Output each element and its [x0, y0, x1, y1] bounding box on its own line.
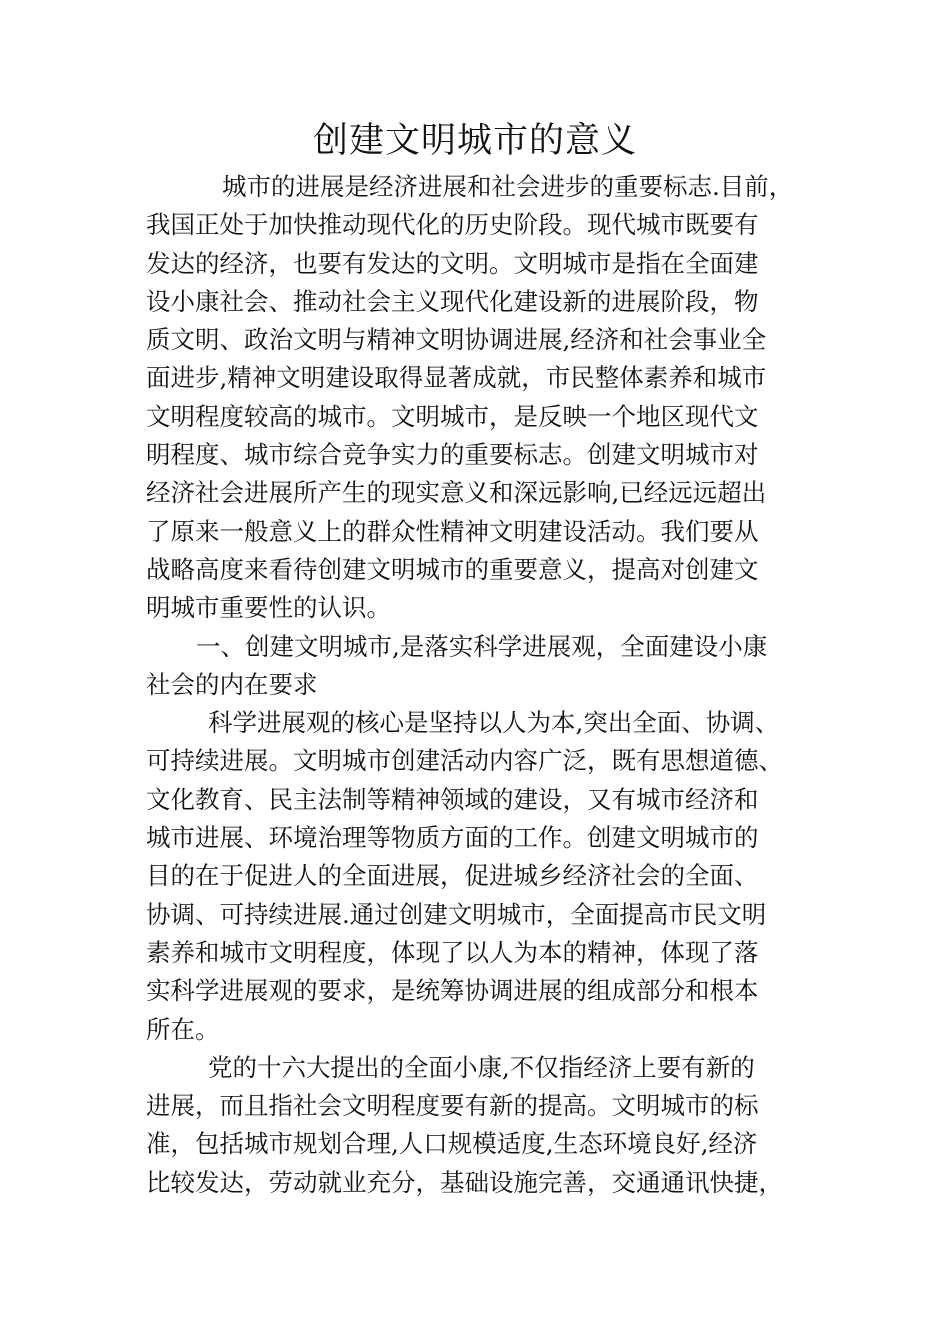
- text-line: 党的十六大提出的全面小康,不仅指经济上要有新的: [208, 1052, 755, 1082]
- text-line: 文明程度较高的城市。文明城市，是反映一个地区现代文: [146, 401, 759, 431]
- text-line: 我国正处于加快推动现代化的历史阶段。现代城市既要有: [146, 210, 759, 240]
- document-body: [146, 168, 811, 1202]
- text-line: 目的在于促进人的全面进展，促进城乡经济社会的全面、: [146, 861, 759, 891]
- document-title: 创建文明城市的意义: [312, 121, 637, 161]
- text-line: 面进步,精神文明建设取得显著成就，市民整体素养和城市: [146, 363, 767, 393]
- text-line: 比较发达，劳动就业充分，基础设施完善，交通通讯快捷，: [146, 1167, 783, 1197]
- text-line: 协调、可持续进展.通过创建文明城市，全面提高市民文明: [146, 899, 767, 929]
- text-line: 质文明、政治文明与精神文明协调进展,经济和社会事业全: [146, 325, 767, 355]
- text-line: 了原来一般意义上的群众性精神文明建设活动。我们要从: [146, 516, 759, 546]
- section-heading-line: 一、创建文明城市,是落实科学进展观，全面建设小康: [196, 631, 768, 661]
- text-line: 经济社会进展所产生的现实意义和深远影响,已经远远超出: [146, 478, 767, 508]
- text-line: 城市进展、环境治理等物质方面的工作。创建文明城市的: [146, 823, 759, 853]
- text-line: 发达的经济，也要有发达的文明。文明城市是指在全面建: [146, 248, 759, 278]
- text-line: 所在。: [146, 1014, 220, 1044]
- text-line: 明程度、城市综合竞争实力的重要标志。创建文明城市对: [146, 440, 759, 470]
- text-line: 进展，而且指社会文明程度要有新的提高。文明城市的标: [146, 1091, 759, 1121]
- text-line: 准，包括城市规划合理,人口规模适度,生态环境良好,经济: [146, 1129, 758, 1159]
- text-line: 实科学进展观的要求，是统筹协调进展的组成部分和根本: [146, 976, 759, 1006]
- text-line: 素养和城市文明程度，体现了以人为本的精神，体现了落: [146, 937, 759, 967]
- text-line: 设小康社会、推动社会主义现代化建设新的进展阶段，物: [146, 286, 759, 316]
- text-line: 明城市重要性的认识。: [146, 593, 391, 623]
- text-line: 文化教育、民主法制等精神领域的建设，又有城市经济和: [146, 784, 759, 814]
- text-line: 战略高度来看待创建文明城市的重要意义，提高对创建文: [146, 554, 759, 584]
- section-heading-line: 社会的内在要求: [146, 669, 318, 699]
- text-line: 科学进展观的核心是坚持以人为本,突出全面、协调、: [208, 708, 780, 738]
- text-line: 可持续进展。文明城市创建活动内容广泛，既有思想道德、: [146, 746, 783, 776]
- text-line: 城市的进展是经济进展和社会进步的重要标志.目前，: [222, 172, 794, 201]
